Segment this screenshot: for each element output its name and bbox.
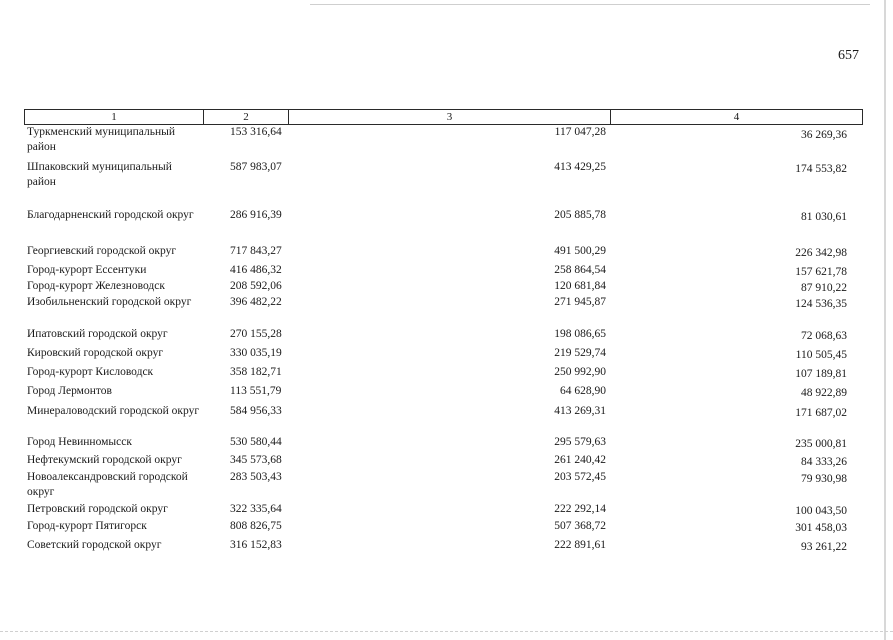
row-value-col-4: 79 930,98: [801, 473, 847, 485]
row-value-col-3: 295 579,63: [554, 436, 606, 448]
row-value-col-3: 198 086,65: [554, 328, 606, 340]
row-value-col-4: 93 261,22: [801, 541, 847, 553]
row-value-col-4: 81 030,61: [801, 211, 847, 223]
row-name: Город Невинномысск: [27, 436, 132, 448]
row-value-col-3: 250 992,90: [554, 366, 606, 378]
header-row: [25, 110, 863, 125]
row-value-col-2: 396 482,22: [230, 296, 282, 308]
scan-top-rule: [310, 4, 870, 5]
scan-right-edge: [884, 0, 886, 640]
row-value-col-3: 117 047,28: [554, 126, 606, 138]
scan-bottom-edge: [0, 631, 893, 633]
row-value-col-4: 48 922,89: [801, 387, 847, 399]
row-value-col-3: 258 864,54: [554, 264, 606, 276]
row-value-col-3: 271 945,87: [554, 296, 606, 308]
row-value-col-2: 270 155,28: [230, 328, 282, 340]
row-value-col-4: 100 043,50: [795, 505, 847, 517]
row-name: Минераловодский городской округ: [27, 405, 200, 417]
row-value-col-2: 330 035,19: [230, 347, 282, 359]
row-name: Город-курорт Ессентуки: [27, 264, 147, 276]
row-value-col-2: 322 335,64: [230, 503, 282, 515]
row-name: Новоалександровский городской округ: [27, 471, 188, 498]
row-value-col-2: 530 580,44: [230, 436, 282, 448]
row-value-col-2: 345 573,68: [230, 454, 282, 466]
row-name: Ипатовский городской округ: [27, 328, 168, 340]
row-value-col-4: 107 189,81: [795, 368, 847, 380]
row-value-col-2: 584 956,33: [230, 405, 282, 417]
row-name: Благодарненский городской округ: [27, 209, 194, 221]
row-name: Нефтекумский городской округ: [27, 454, 182, 466]
row-value-col-3: 120 681,84: [554, 280, 606, 292]
row-name: Город-курорт Кисловодск: [27, 366, 154, 378]
row-value-col-3: 507 368,72: [554, 520, 606, 532]
row-name: Петровский городской округ: [27, 503, 168, 515]
row-value-col-4: 235 000,81: [795, 438, 847, 450]
row-name: Город-курорт Пятигорск: [27, 520, 147, 532]
row-name: Туркменский муниципальный район: [27, 126, 175, 153]
row-value-col-2: 316 152,83: [230, 539, 282, 551]
page-number: 657: [838, 48, 859, 63]
header-col-1: 1: [25, 110, 204, 125]
row-value-col-3: 205 885,78: [554, 209, 606, 221]
row-value-col-4: 87 910,22: [801, 282, 847, 294]
row-value-col-3: 64 628,90: [560, 385, 606, 397]
row-name: Советский городской округ: [27, 539, 162, 551]
row-value-col-2: 286 916,39: [230, 209, 282, 221]
row-value-col-4: 72 068,63: [801, 330, 847, 342]
row-name: Изобильненский городской округ: [27, 296, 192, 308]
row-value-col-2: 113 551,79: [230, 385, 282, 397]
row-value-col-2: 416 486,32: [230, 264, 282, 276]
row-value-col-3: 261 240,42: [554, 454, 606, 466]
row-value-col-2: 808 826,75: [230, 520, 282, 532]
row-value-col-2: 283 503,43: [230, 471, 282, 483]
row-value-col-3: 222 292,14: [554, 503, 606, 515]
row-value-col-3: 203 572,45: [554, 471, 606, 483]
row-value-col-4: 226 342,98: [795, 247, 847, 259]
row-value-col-4: 124 536,35: [795, 298, 847, 310]
row-value-col-4: 36 269,36: [801, 129, 847, 141]
row-value-col-4: 84 333,26: [801, 456, 847, 468]
row-value-col-2: 358 182,71: [230, 366, 282, 378]
row-value-col-4: 174 553,82: [795, 163, 847, 175]
column-number-header: [24, 109, 863, 125]
row-name: Город Лермонтов: [27, 385, 112, 397]
row-value-col-2: 587 983,07: [230, 161, 282, 173]
row-value-col-3: 219 529,74: [554, 347, 606, 359]
header-col-2: 2: [204, 110, 289, 125]
header-col-3: 3: [289, 110, 611, 125]
row-value-col-3: 413 269,31: [554, 405, 606, 417]
row-value-col-4: 110 505,45: [795, 349, 847, 361]
row-value-col-4: 301 458,03: [795, 522, 847, 534]
row-value-col-2: 208 592,06: [230, 280, 282, 292]
row-value-col-2: 153 316,64: [230, 126, 282, 138]
row-value-col-2: 717 843,27: [230, 245, 282, 257]
row-name: Шпаковский муниципальный район: [27, 161, 172, 188]
row-name: Город-курорт Железноводск: [27, 280, 165, 292]
row-value-col-4: 157 621,78: [795, 266, 847, 278]
header-col-4: 4: [611, 110, 863, 125]
row-value-col-3: 491 500,29: [554, 245, 606, 257]
row-value-col-3: 413 429,25: [554, 161, 606, 173]
row-value-col-4: 171 687,02: [795, 407, 847, 419]
row-name: Кировский городской округ: [27, 347, 164, 359]
row-name: Георгиевский городской округ: [27, 245, 177, 257]
row-value-col-3: 222 891,61: [554, 539, 606, 551]
